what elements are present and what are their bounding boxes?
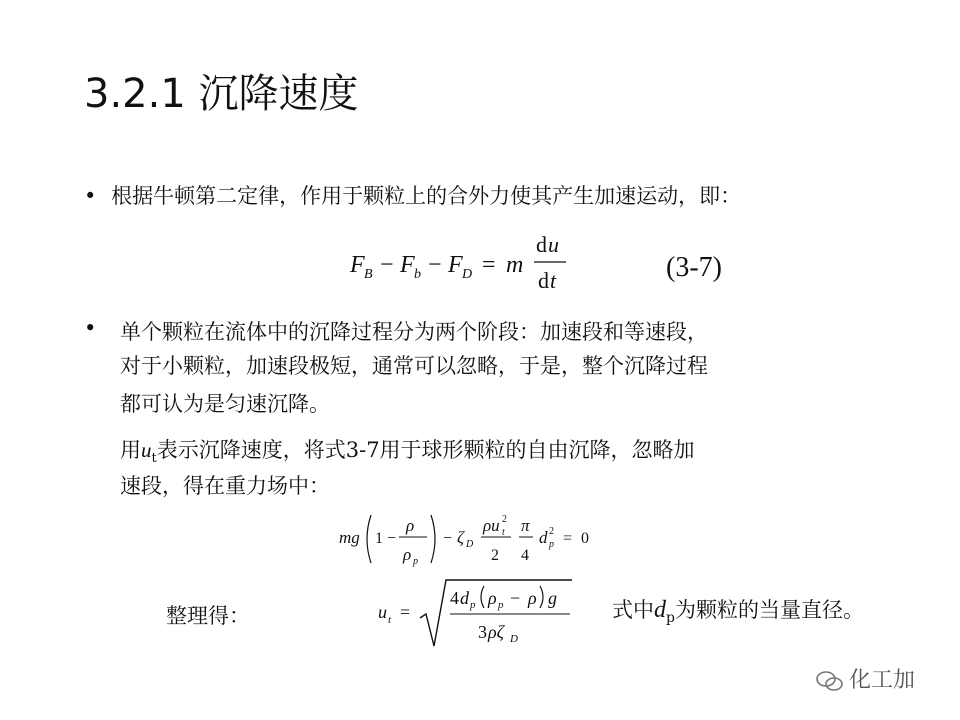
- svg-text:p: p: [549, 539, 554, 550]
- note-prefix: 式中: [612, 598, 654, 622]
- bullet-newton-law: [84, 180, 741, 210]
- result-note: [612, 594, 864, 626]
- bullet2-line1: 单个颗粒在流体中的沉降过程分为两个阶段：加速段和等速段，: [120, 320, 708, 344]
- svg-text:1: 1: [375, 530, 383, 547]
- result-label: 整理得：: [166, 604, 250, 628]
- svg-text:π: π: [521, 516, 530, 535]
- bullet2-line3: 都可认为是匀速沉降。: [120, 392, 330, 416]
- bullet-marker: •: [84, 184, 97, 208]
- svg-text:F: F: [448, 252, 463, 278]
- svg-text:p: p: [470, 599, 476, 611]
- watermark: [815, 663, 915, 694]
- svg-text:−: −: [387, 530, 397, 547]
- bullet-text: 根据牛顿第二定律，作用于颗粒上的合外力使其产生加速运动，即：: [111, 184, 742, 208]
- svg-text:ρ: ρ: [528, 588, 537, 608]
- equation-force-balance: [335, 505, 605, 573]
- para-rest: 表示沉降速度，将式3-7用于球形颗粒的自由沉降，忽略加: [156, 438, 695, 462]
- svg-text:u: u: [378, 602, 387, 622]
- equation-settling-velocity: [372, 574, 582, 654]
- svg-text:b: b: [414, 267, 421, 282]
- equation-3-7: [340, 228, 580, 296]
- svg-text:t: t: [388, 614, 392, 626]
- svg-text:D: D: [466, 539, 474, 550]
- page-title: 3.2.1 沉降速度: [84, 71, 359, 117]
- svg-text:2: 2: [491, 547, 499, 564]
- var-u-sub: t: [151, 451, 157, 467]
- svg-text:−: −: [428, 252, 442, 278]
- svg-text:=: =: [482, 252, 496, 278]
- svg-text:3: 3: [478, 622, 487, 642]
- bullet-marker-2: •: [84, 316, 97, 340]
- svg-text:ρ: ρ: [488, 588, 497, 608]
- para-line2: 速段，得在重力场中：: [120, 474, 330, 498]
- svg-text:2: 2: [502, 514, 507, 525]
- svg-text:D: D: [462, 267, 473, 282]
- svg-text:=: =: [400, 602, 411, 622]
- svg-text:ζ: ζ: [457, 528, 464, 547]
- bullet2-line2: 对于小颗粒，加速段极短，通常可以忽略，于是，整个沉降过程: [120, 354, 708, 378]
- svg-text:0: 0: [581, 530, 589, 547]
- para-prefix: 用: [120, 438, 141, 462]
- svg-text:ρ: ρ: [406, 516, 415, 535]
- note-var-d: d: [654, 597, 666, 623]
- svg-text:d: d: [460, 588, 469, 608]
- svg-text:t: t: [550, 268, 557, 293]
- svg-text:=: =: [563, 530, 573, 547]
- watermark-text: 化工加: [849, 668, 916, 693]
- svg-text:p: p: [413, 556, 418, 567]
- svg-text:F: F: [400, 252, 415, 278]
- para-line1: [120, 434, 695, 466]
- svg-text:m: m: [506, 252, 524, 278]
- equation-number: (3-7): [666, 252, 722, 283]
- svg-text:ρζ: ρζ: [488, 622, 504, 642]
- svg-text:d: d: [538, 268, 549, 293]
- svg-text:d: d: [539, 528, 548, 547]
- svg-text:F: F: [350, 252, 365, 278]
- note-suffix: 为颗粒的当量直径。: [674, 598, 864, 622]
- svg-text:ρ: ρ: [403, 545, 412, 564]
- svg-text:−: −: [380, 252, 394, 278]
- svg-text:d: d: [536, 232, 547, 257]
- svg-text:g: g: [548, 588, 557, 608]
- svg-text:ρu: ρu: [483, 516, 500, 535]
- svg-text:B: B: [364, 267, 373, 282]
- svg-text:p: p: [498, 599, 504, 611]
- svg-text:4: 4: [521, 547, 529, 564]
- svg-text:u: u: [548, 232, 559, 257]
- wechat-icon: [815, 669, 845, 693]
- var-u: u: [141, 438, 152, 462]
- svg-text:4: 4: [450, 588, 459, 608]
- svg-text:−: −: [443, 530, 453, 547]
- note-var-sub: p: [666, 610, 675, 627]
- svg-text:−: −: [510, 588, 521, 608]
- svg-text:2: 2: [549, 526, 554, 537]
- svg-text:mg: mg: [339, 528, 360, 547]
- svg-text:D: D: [510, 633, 518, 645]
- svg-text:t: t: [502, 527, 505, 538]
